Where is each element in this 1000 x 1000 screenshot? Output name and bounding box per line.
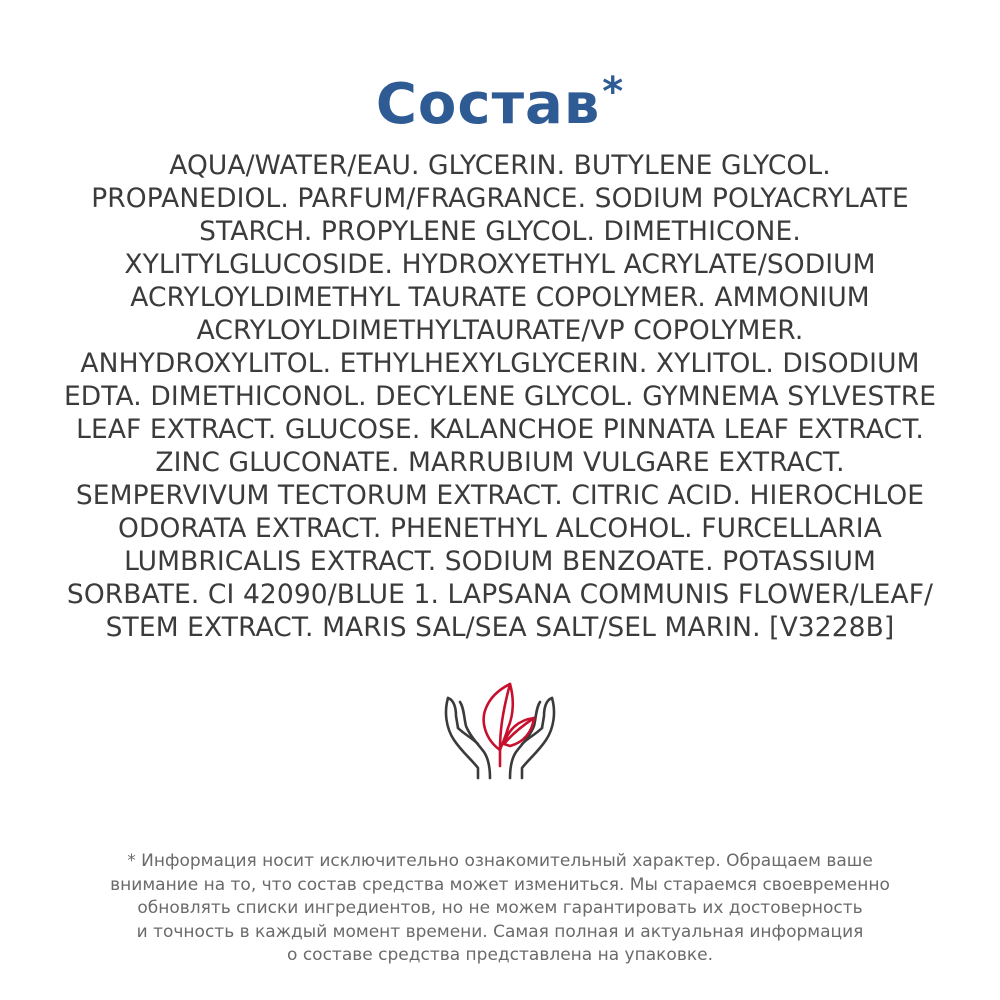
ingredients-line: EDTA. DIMETHICONOL. DECYLENE GLYCOL. GYMNEMA SYLVESTRE [63, 381, 937, 412]
ingredients-line: ACRYLOYLDIMETHYLTAURATE/VP COPOLYMER. [196, 315, 804, 346]
ingredients-line: ODORATA EXTRACT. PHENETHYL ALCOHOL. FURCELLARIA [118, 513, 882, 544]
ingredients-line: SEMPERVIVUM TECTORUM EXTRACT. CITRIC ACID. HIEROCHLOE [75, 480, 925, 511]
title-asterisk: * [602, 69, 625, 115]
footnote-line: * Информация носит исключительно ознакомительный характер. Обращаем ваше [127, 851, 873, 871]
ingredients-line: ANHYDROXYLITOL. ETHYLHEXYLGLYCERIN. XYLITOL. DISODIUM [80, 348, 920, 379]
footnote-line: и точность в каждый момент времени. Самая полная и актуальная информация [136, 921, 864, 942]
ingredients-line: PROPANEDIOL. PARFUM/FRAGRANCE. SODIUM POLYACRYLATE [91, 183, 909, 214]
hands-leaf-icon [438, 678, 562, 782]
footnote-line: о составе средства представлена на упаковке. [287, 945, 713, 965]
footnote-line: внимание на то, что состав средства может измениться. Мы стараемся своевременно [110, 874, 890, 895]
ingredients-line: ZINC GLUCONATE. MARRUBIUM VULGARE EXTRACT. [155, 447, 845, 478]
title-text: Состав [375, 72, 601, 137]
footnote-line: обновлять списки ингредиентов, но не можем гарантировать их достоверность [137, 898, 863, 918]
ingredients-line: LUMBRICALIS EXTRACT. SODIUM BENZOATE. POTASSIUM [124, 546, 876, 577]
page-title [0, 52, 1000, 145]
ingredients-line: XYLITYLGLUCOSIDE. HYDROXYETHYL ACRYLATE/SODIUM [124, 249, 876, 280]
ingredients-line: LEAF EXTRACT. GLUCOSE. KALANCHOE PINNATA LEAF EXTRACT. [76, 414, 924, 445]
ingredients-line: AQUA/WATER/EAU. GLYCERIN. BUTYLENE GLYCOL. [169, 150, 831, 181]
ingredients-line: STARCH. PROPYLENE GLYCOL. DIMETHICONE. [199, 216, 801, 247]
ingredients-line: ACRYLOYLDIMETHYL TAURATE COPOLYMER. AMMONIUM [130, 282, 870, 313]
ingredients-line: SORBATE. CI 42090/BLUE 1. LAPSANA COMMUNIS FLOWER/LEAF/ [66, 579, 934, 610]
footnote [20, 850, 980, 968]
ingredients-line: STEM EXTRACT. MARIS SAL/SEA SALT/SEL MARIN. [V3228B] [105, 612, 895, 643]
ingredients-list [20, 149, 980, 644]
